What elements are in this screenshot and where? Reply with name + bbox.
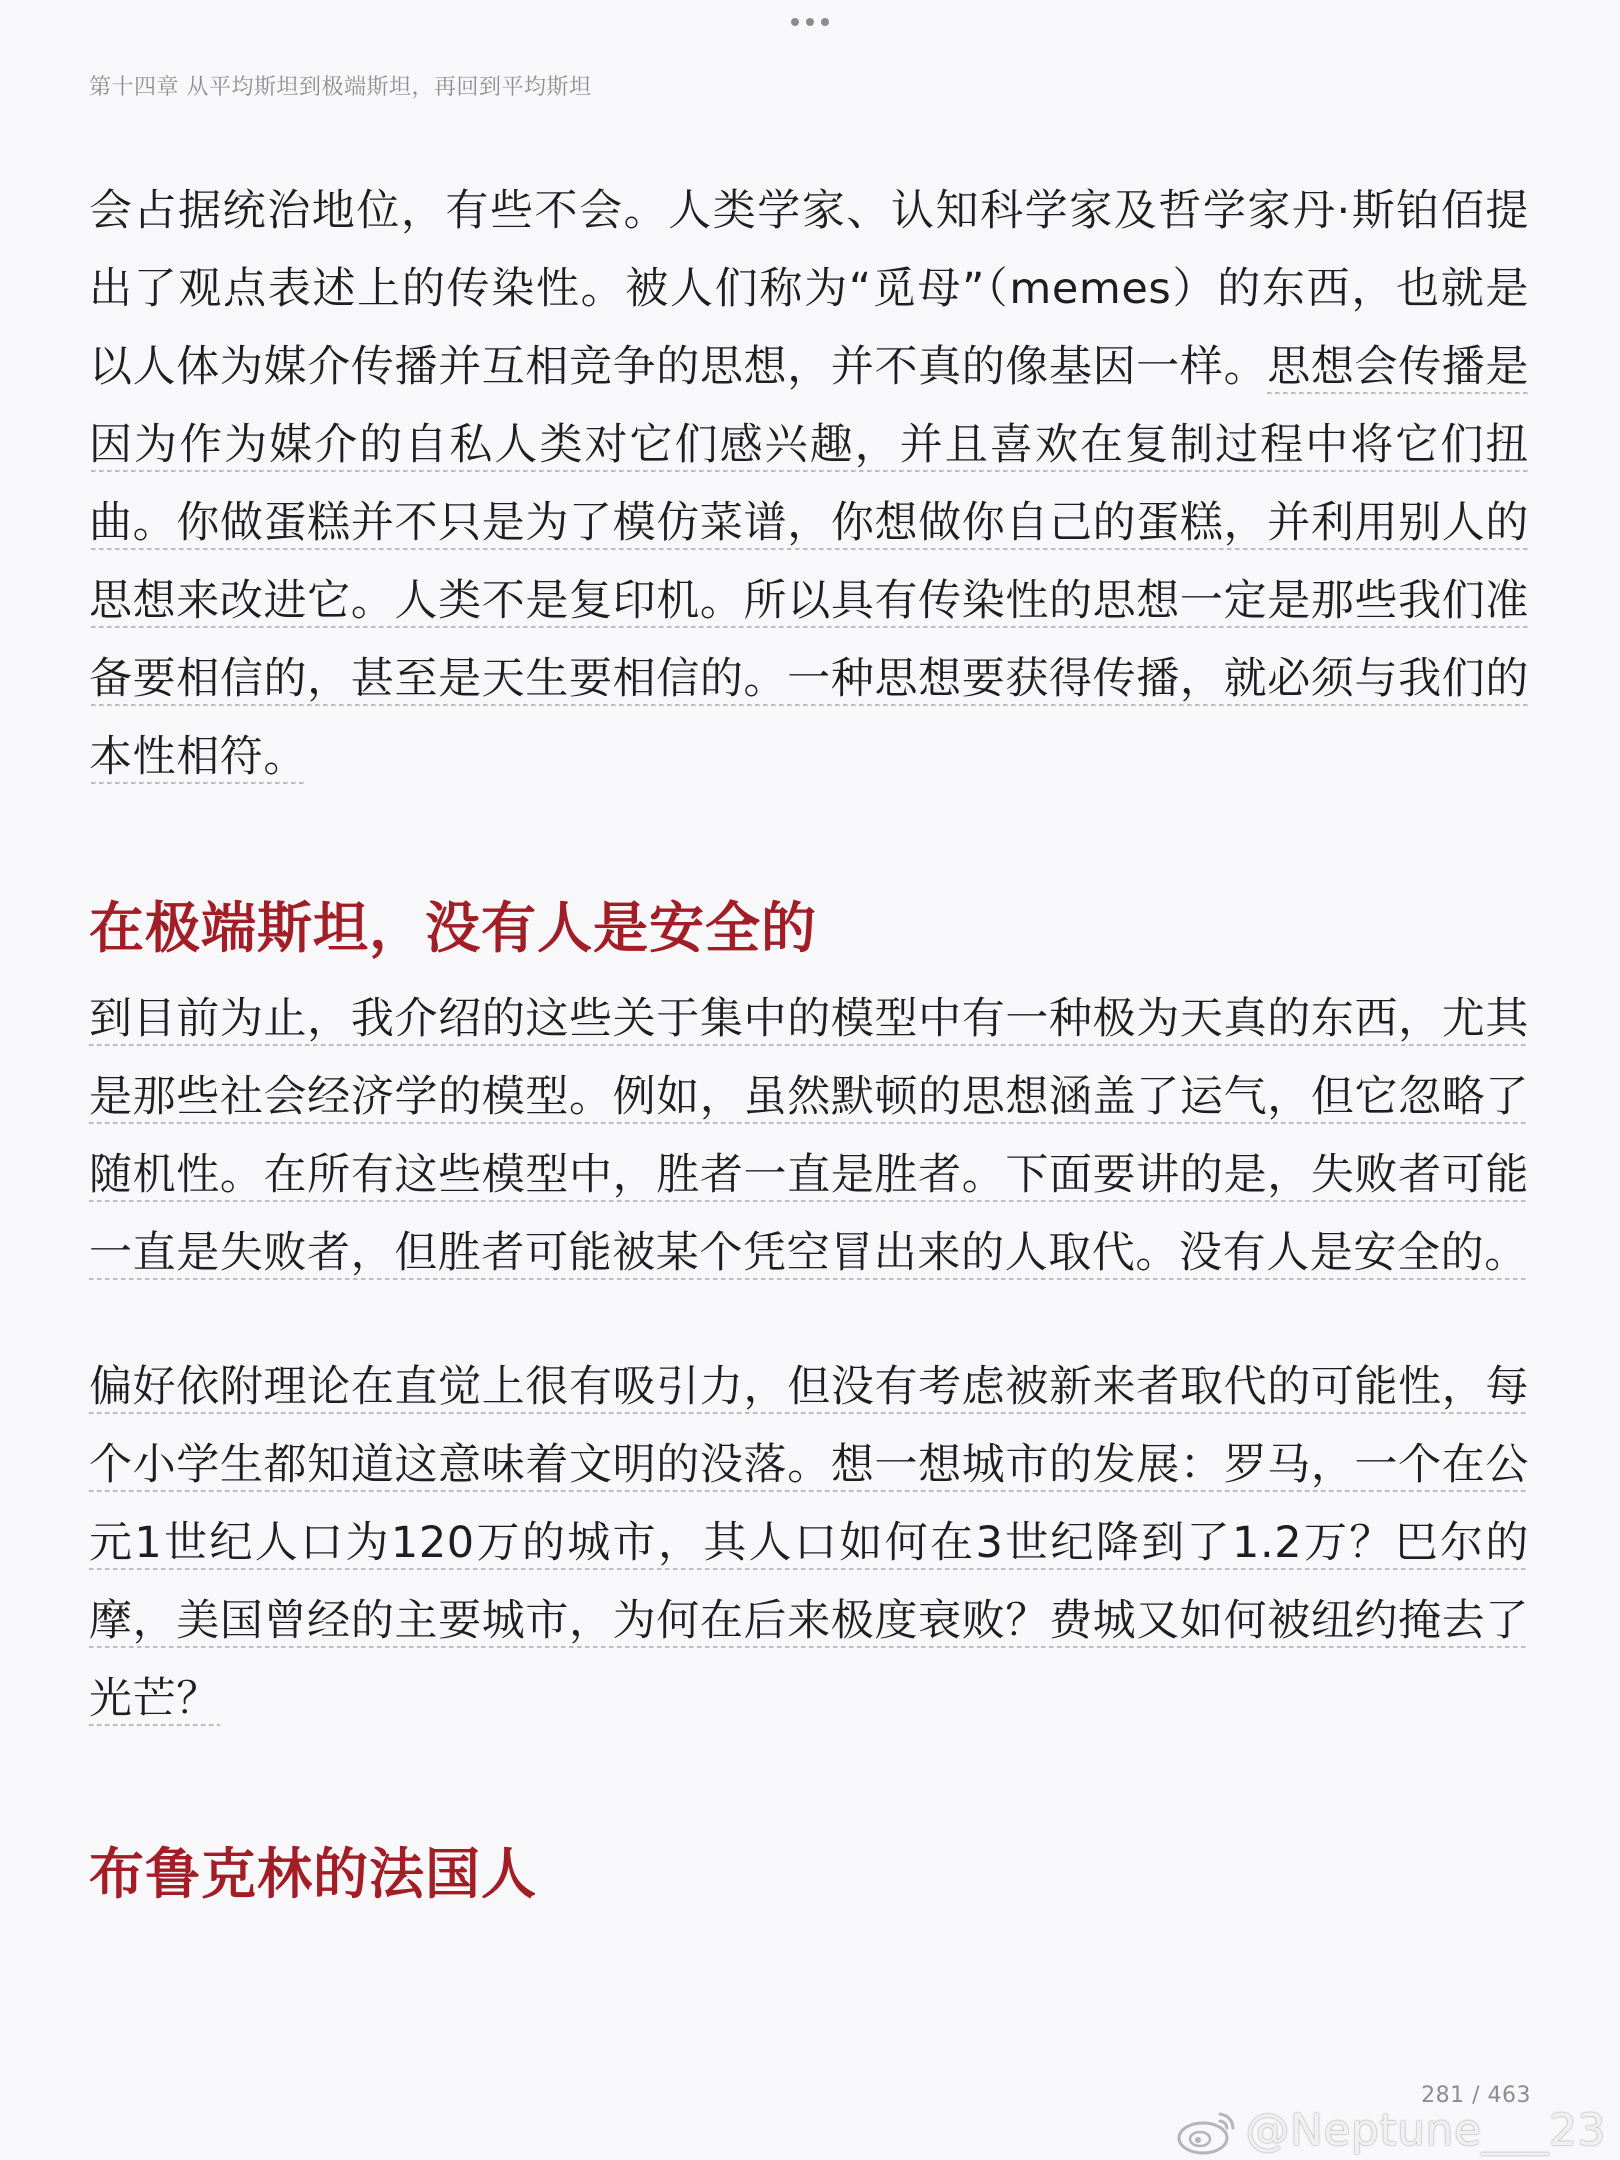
more-dots-icon xyxy=(821,18,829,26)
paragraph-3-text[interactable]: 偏好依附理论在直觉上很有吸引力，但没有考虑被新来者取代的可能性，每个小学生都知道这意味着文明的没落。想一想城市的发展：罗马，一个在公元1世纪人口为120万的城市，其人口如何在3世纪降到了1.2万？巴尔的摩，美国曾经的主要城市，为何在后来极度衰败？费城又如何被纽约掩去了光芒？ xyxy=(89,1362,1529,1730)
paragraph-gap xyxy=(89,1292,1529,1348)
watermark xyxy=(1176,2105,1607,2156)
weibo-logo-icon xyxy=(1176,2106,1238,2156)
paragraph-1 xyxy=(89,172,1529,796)
chapter-running-header: 第十四章 从平均斯坦到极端斯坦，再回到平均斯坦 xyxy=(89,75,592,100)
more-options-menu[interactable] xyxy=(0,10,1620,34)
paragraph-1-plain: 会占据统治地位，有些不会。人类学家、认知科学家及哲学家丹·斯铂佰提出了观点表述上的传染性。被人们称为“觅母”（memes）的东西，也就是以人体为媒介传播并互相竞争的思想，并不真的像基因一样。 xyxy=(89,186,1529,392)
paragraph-3 xyxy=(89,1348,1529,1738)
paragraph-1-text[interactable] xyxy=(89,186,1529,788)
section-heading: 在极端斯坦，没有人是安全的 xyxy=(89,895,818,960)
more-dots-icon xyxy=(791,18,799,26)
watermark-text: @Neptune___23 xyxy=(1245,2105,1606,2156)
page-number: 281 / 463 xyxy=(1421,2083,1531,2108)
paragraph-2 xyxy=(89,980,1529,1292)
section-heading: 布鲁克林的法国人 xyxy=(89,1841,538,1906)
more-dots-icon xyxy=(806,18,814,26)
reader-content xyxy=(89,172,1529,1914)
paragraph-2-text[interactable]: 到目前为止，我介绍的这些关于集中的模型中有一种极为天真的东西，尤其是那些社会经济学的模型。例如，虽然默顿的思想涵盖了运气，但它忽略了随机性。在所有这些模型中，胜者一直是胜者。下面要讲的是，失败者可能一直是失败者，但胜者可能被某个凭空冒出来的人取代。没有人是安全的。 xyxy=(89,994,1529,1284)
paragraph-1-underlined: 思想会传播是因为作为媒介的自私人类对它们感兴趣，并且喜欢在复制过程中将它们扭曲。你做蛋糕并不只是为了模仿菜谱，你想做你自己的蛋糕，并利用别人的思想来改进它。人类不是复印机。所以具有传染性的思想一定是那些我们准备要相信的，甚至是天生要相信的。一种思想要获得传播，就必须与我们的本性相符。 xyxy=(89,342,1529,788)
